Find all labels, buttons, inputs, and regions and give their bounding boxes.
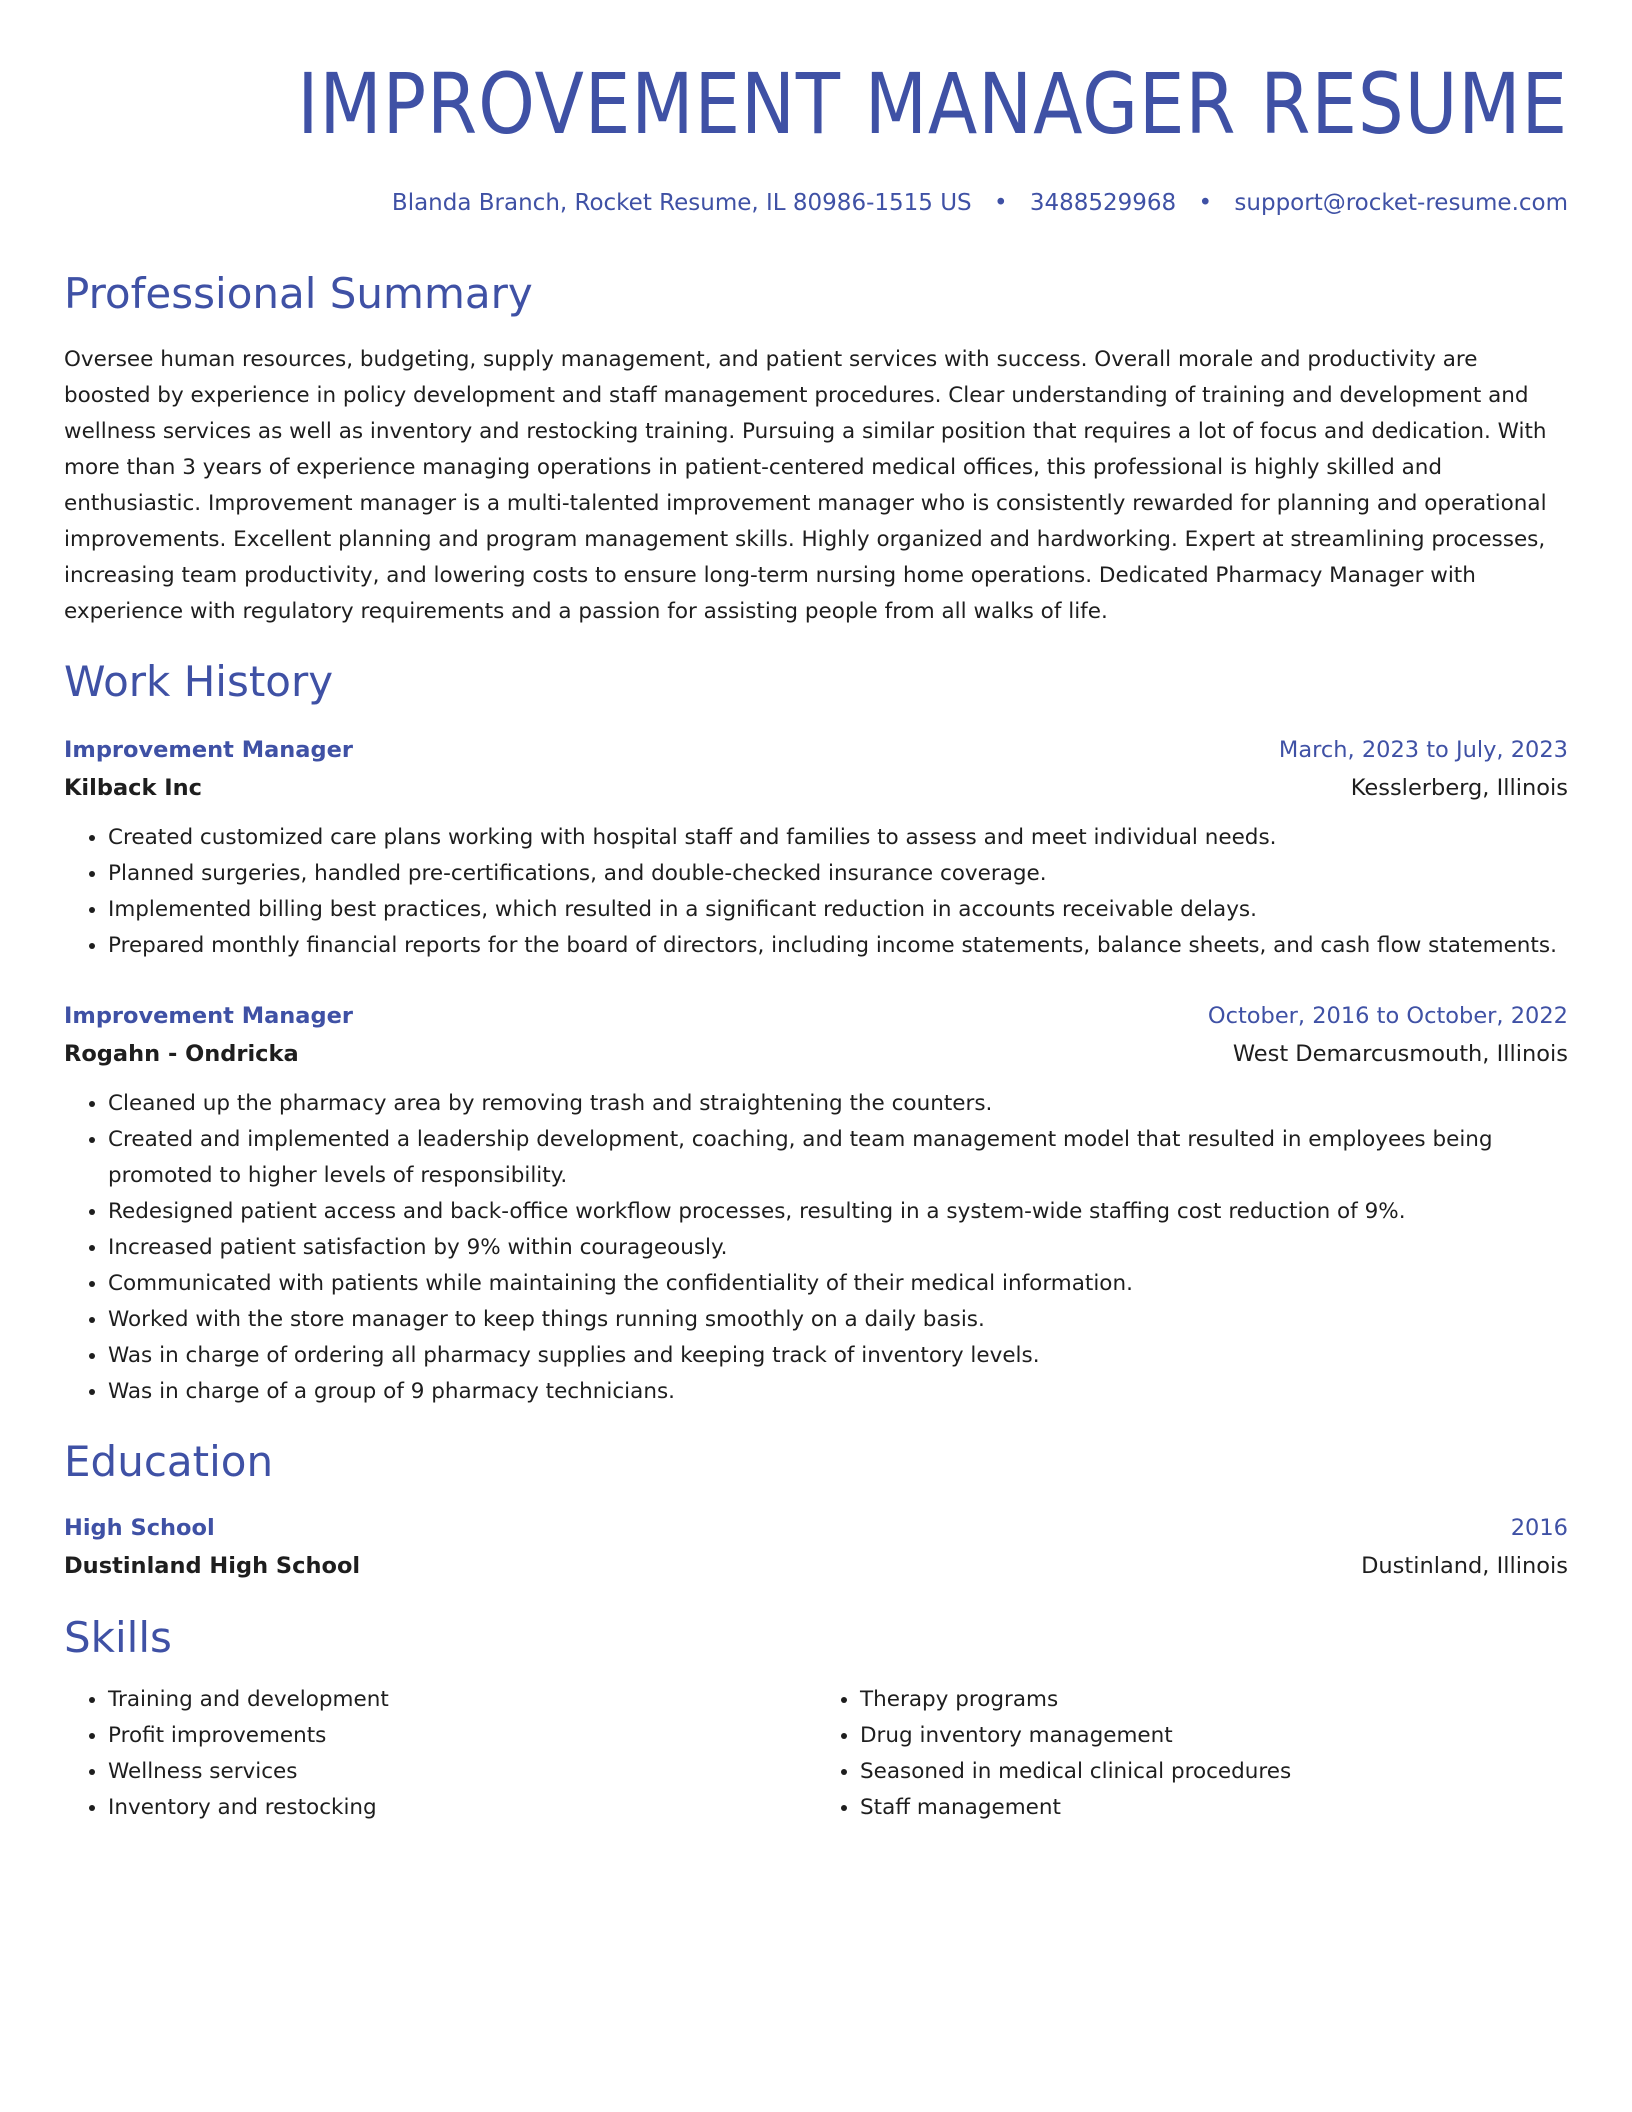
job-header-row: [64, 732, 1568, 768]
contact-info: [64, 187, 1568, 219]
contact-phone: 3488529968: [1029, 190, 1177, 216]
contact-address: Blanda Branch, Rocket Resume, IL 80986-1515 US: [391, 190, 972, 216]
job-bullet: • Cleaned up the pharmacy area by removing trash and straightening the counters.: [108, 1086, 1568, 1122]
skill-item: • Drug inventory management: [860, 1718, 1568, 1754]
job-location: West Demarcusmouth, Illinois: [1232, 1041, 1568, 1067]
job-bullet: • Planned surgeries, handled pre-certifications, and double-checked insurance coverage.: [108, 856, 1568, 892]
skills-column-left: [64, 1682, 816, 1826]
job-bullet: • Was in charge of ordering all pharmacy supplies and keeping track of inventory levels.: [108, 1338, 1568, 1374]
skill-item: • Inventory and restocking: [108, 1790, 816, 1826]
job-bullet: • Worked with the store manager to keep things running smoothly on a daily basis.: [108, 1302, 1568, 1338]
job-bullet: • Communicated with patients while maintaining the confidentiality of their medical information.: [108, 1266, 1568, 1302]
job-entry: [64, 998, 1568, 1410]
skills-list: [64, 1682, 1568, 1826]
job-title: Improvement Manager: [64, 737, 353, 763]
job-company-row: [64, 1034, 1568, 1074]
education-heading: Education: [64, 1437, 274, 1486]
job-company: Rogahn - Ondricka: [64, 1041, 299, 1067]
job-title: Improvement Manager: [64, 1003, 353, 1029]
job-bullet: • Increased patient satisfaction by 9% within courageously.: [108, 1230, 1568, 1266]
education-entry: [64, 1510, 1568, 1586]
contact-email: support@rocket-resume.com: [1234, 190, 1568, 216]
education-location: Dustinland, Illinois: [1361, 1553, 1568, 1579]
job-company: Kilback Inc: [64, 775, 203, 801]
education-year: 2016: [1510, 1515, 1568, 1541]
skill-item: • Therapy programs: [860, 1682, 1568, 1718]
contact-separator: •: [993, 190, 1008, 216]
skill-item: • Staff management: [860, 1790, 1568, 1826]
skill-item: • Training and development: [108, 1682, 816, 1718]
job-header-row: [64, 998, 1568, 1034]
skill-item: • Profit improvements: [108, 1718, 816, 1754]
skills-heading: Skills: [64, 1613, 172, 1662]
contact-separator: •: [1198, 190, 1213, 216]
education-header-row: [64, 1510, 1568, 1546]
education-degree: High School: [64, 1515, 215, 1541]
resume-title: IMPROVEMENT MANAGER RESUME: [297, 55, 1568, 153]
job-bullets: [64, 820, 1568, 964]
job-bullet: • Implemented billing best practices, which resulted in a significant reduction in accounts receivable delays.: [108, 892, 1568, 928]
summary-heading: Professional Summary: [64, 269, 533, 318]
job-bullet: • Prepared monthly financial reports for the board of directors, including income statements, balance sheets, and cash flow statements.: [108, 928, 1568, 964]
skills-column-right: [816, 1682, 1568, 1826]
job-entry: [64, 732, 1568, 964]
education-school-row: [64, 1546, 1568, 1586]
work-history-heading: Work History: [64, 657, 334, 706]
summary-text: Oversee human resources, budgeting, supply management, and patient services with success. Overall morale and productivity are boosted by experience in policy development and staff management procedures. Clear understanding of training and development and wellness services as well as inventory and restocking training. Pursuing a similar position that requires a lot of focus and dedication. With more than 3 years of experience managing operations in patient-centered medical offices, this professional is highly skilled and enthusiastic. Improvement manager is a multi-talented improvement manager who is consistently rewarded for planning and operational improvements. Excellent planning and program management skills. Highly organized and hardworking. Expert at streamlining processes, increasing team productivity, and lowering costs to ensure long-term nursing home operations. Dedicated Pharmacy Manager with experience with regulatory requirements and a passion for assisting people from all walks of life.: [64, 347, 1547, 624]
job-dates: March, 2023 to July, 2023: [1278, 737, 1568, 763]
job-bullet: • Created and implemented a leadership development, coaching, and team management model that resulted in employees being promoted to higher levels of responsibility.: [108, 1122, 1568, 1194]
skill-item: • Seasoned in medical clinical procedures: [860, 1754, 1568, 1790]
skill-item: • Wellness services: [108, 1754, 816, 1790]
job-bullet: • Redesigned patient access and back-office workflow processes, resulting in a system-wide staffing cost reduction of 9%.: [108, 1194, 1568, 1230]
job-company-row: [64, 768, 1568, 808]
job-dates: October, 2016 to October, 2022: [1207, 1003, 1568, 1029]
job-location: Kesslerberg, Illinois: [1350, 775, 1568, 801]
job-bullet: • Created customized care plans working with hospital staff and families to assess and meet individual needs.: [108, 820, 1568, 856]
job-bullets: [64, 1086, 1568, 1410]
job-bullet: • Was in charge of a group of 9 pharmacy technicians.: [108, 1374, 1568, 1410]
education-school: Dustinland High School: [64, 1553, 361, 1579]
